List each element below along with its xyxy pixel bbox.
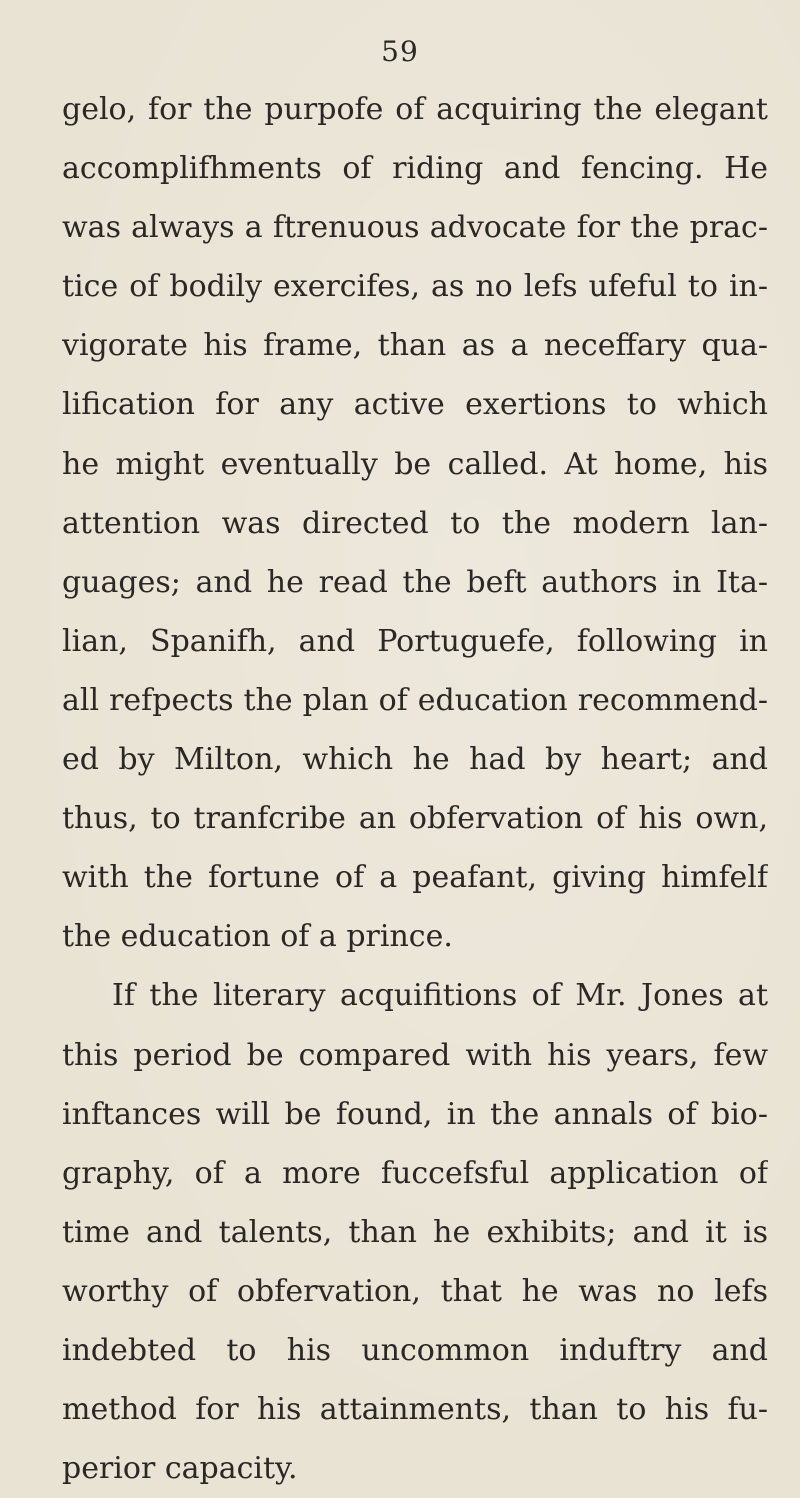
- paragraph-1: [62, 80, 768, 966]
- paragraph-2: [62, 966, 768, 1498]
- text-line: lian, Spanifh, and Portuguefe, following in: [62, 623, 768, 659]
- text-line: this period be compared with his years, few: [62, 1037, 768, 1073]
- text-line: guages; and he read the beft authors in Ita-: [62, 564, 768, 600]
- text-line: If the literary acquifitions of Mr. Jones at: [112, 978, 768, 1014]
- text-line: the education of a prince.: [62, 919, 453, 955]
- text-line: he might eventually be called. At home, his: [62, 446, 768, 482]
- text-line: thus, to tranfcribe an obfervation of his own,: [62, 801, 768, 837]
- text-line: gelo, for the purpofe of acquiring the elegant: [62, 92, 768, 127]
- text-line: time and talents, than he exhibits; and it is: [62, 1214, 768, 1250]
- text-line: worthy of obfervation, that he was no lefs: [62, 1273, 768, 1309]
- text-line: tice of bodily exercifes, as no lefs ufeful to in-: [62, 269, 768, 305]
- text-line: indebted to his uncommon induftry and: [62, 1332, 768, 1368]
- text-line: with the fortune of a peafant, giving himfelf: [62, 860, 768, 896]
- text-line: accomplifhments of riding and fencing. He: [62, 151, 768, 187]
- text-line: attention was directed to the modern lan-: [62, 505, 768, 541]
- text-line: vigorate his frame, than as a neceffary qua-: [62, 328, 768, 364]
- text-line: was always a ftrenuous advocate for the prac-: [62, 210, 768, 246]
- text-line: perior capacity.: [62, 1451, 298, 1487]
- text-line: graphy, of a more fuccefsful application of: [62, 1155, 768, 1191]
- text-line: method for his attainments, than to his fu-: [62, 1392, 768, 1428]
- text-line: all refpects the plan of education recommend-: [62, 682, 768, 718]
- page-number: 59: [381, 35, 419, 68]
- body-text: [62, 80, 768, 1498]
- text-line: lification for any active exertions to which: [62, 387, 768, 423]
- text-line: ed by Milton, which he had by heart; and: [62, 742, 768, 778]
- text-line: inftances will be found, in the annals of bio-: [62, 1096, 768, 1132]
